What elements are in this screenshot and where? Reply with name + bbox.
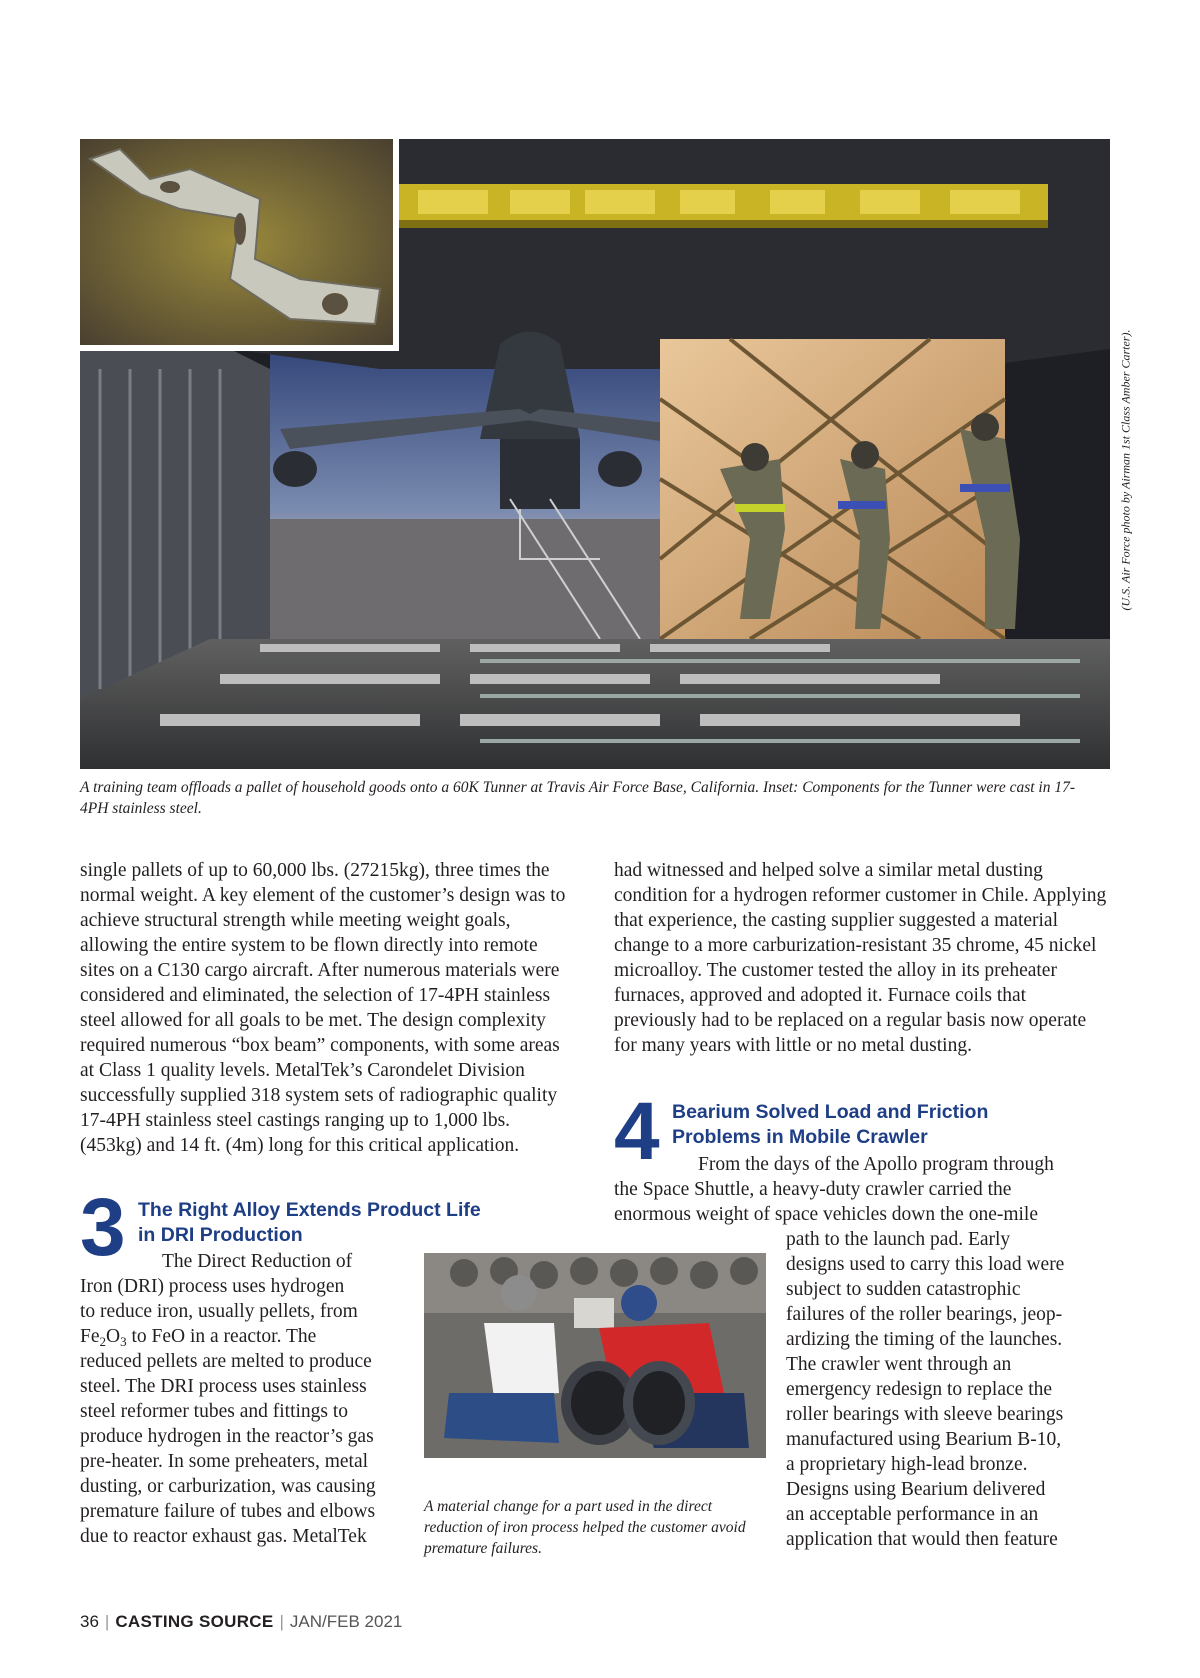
left-column	[80, 858, 576, 1158]
section-4-line-3: enormous weight of space vehicles down the one-mile	[614, 1204, 1039, 1225]
section-4-narrow-line: subject to sudden catastrophic	[786, 1279, 1021, 1300]
section-3-line-8: pre-heater. In some preheaters, metal	[80, 1451, 369, 1472]
section-4-heading-line2: Problems in Mobile Crawler	[672, 1126, 928, 1148]
section-4-heading	[672, 1100, 988, 1150]
section-4-narrow-line: The crawler went through an	[786, 1354, 1012, 1375]
section-3-formula-line: $Fe_2O_3$ to FeO in a reactor. The	[80, 1326, 317, 1349]
section-3-line-7: produce hydrogen in the reactor’s gas	[80, 1426, 374, 1447]
section-4-narrow-body	[786, 1227, 1106, 1552]
section-3-line-3: to reduce iron, usually pellets, from	[80, 1301, 358, 1322]
section-3-line-9: dusting, or carburization, was causing	[80, 1476, 376, 1497]
page-number: 36	[80, 1612, 99, 1631]
section-4-narrow-line: manufactured using Bearium B-10,	[786, 1429, 1062, 1450]
right-column	[614, 858, 1110, 1058]
section-4-narrow-line: Designs using Bearium delivered	[786, 1479, 1046, 1500]
pipes-photo-caption: A material change for a part used in the direct reduction of iron process helped the customer avoid premature failures.	[424, 1498, 746, 1557]
section-4-narrow-line: ardizing the timing of the launches.	[786, 1329, 1063, 1350]
photo-credit-text: (U.S. Air Force photo by Airman 1st Class Amber Carter).	[1118, 329, 1133, 611]
section-4-number: 4	[614, 1086, 660, 1177]
section-4-narrow-line: a proprietary high-lead bronze.	[786, 1454, 1028, 1475]
section-4-body	[614, 1152, 1114, 1227]
section-3-line-2: Iron (DRI) process uses hydrogen	[80, 1276, 345, 1297]
section-3-line-10: premature failure of tubes and elbows	[80, 1501, 376, 1522]
section-3-heading-line1: The Right Alloy Extends Product Life	[138, 1199, 481, 1221]
section-3-line-11: due to reactor exhaust gas. MetalTek	[80, 1526, 367, 1547]
section-4-narrow-line: an acceptable performance in an	[786, 1504, 1039, 1525]
inset-photo	[80, 139, 399, 351]
magazine-name: CASTING SOURCE	[115, 1612, 274, 1631]
section-3-heading-line2: in DRI Production	[138, 1224, 303, 1246]
right-column-body: had witnessed and helped solve a similar metal dusting condition for a hydrogen reformer customer in Chile. Applying that experience, the casting supplier suggested a material change to a more carburization-resistant 35 chrome, 45 nickel microalloy. The customer tested the alloy in its preheater furnaces, approved and adopted it. Furnace coils that previously had to be replaced on a regular basis now operate for many years with little or no metal dusting.	[614, 860, 1107, 1056]
section-4-narrow-line: designs used to carry this load were	[786, 1254, 1065, 1275]
section-3-line-5: steel. The DRI process uses stainless	[80, 1376, 367, 1397]
section-3-body	[80, 1249, 410, 1549]
section-4-line-2: the Space Shuttle, a heavy-duty crawler carried the	[614, 1179, 1012, 1200]
section-3-line-6: steel reformer tubes and fittings to	[80, 1401, 349, 1422]
section-4-line-1: From the days of the Apollo program through	[698, 1154, 1054, 1175]
section-3-heading	[138, 1198, 481, 1248]
footer-separator: |	[104, 1612, 110, 1631]
pipes-photo	[424, 1253, 766, 1458]
section-3-line-1: The Direct Reduction of	[162, 1251, 353, 1272]
main-photo-caption: A training team offloads a pallet of household goods onto a 60K Tunner at Travis Air Force Base, California. Inset: Components for the Tunner were cast in 17-4PH stainless steel.	[80, 779, 1076, 817]
section-4-narrow-line: path to the launch pad. Early	[786, 1229, 1011, 1250]
section-3-line-4: reduced pellets are melted to produce	[80, 1351, 372, 1372]
issue-date: JAN/FEB 2021	[289, 1612, 403, 1631]
section-4-narrow-line: failures of the roller bearings, jeop-	[786, 1304, 1063, 1325]
section-4-heading-line1: Bearium Solved Load and Friction	[672, 1101, 989, 1123]
section-3-number: 3	[80, 1182, 126, 1273]
section-4-narrow-line: emergency redesign to replace the	[786, 1379, 1053, 1400]
page-footer	[80, 1612, 402, 1632]
footer-separator: |	[279, 1612, 284, 1631]
section-4-narrow-line: roller bearings with sleeve bearings	[786, 1404, 1064, 1425]
left-column-body: single pallets of up to 60,000 lbs. (27215kg), three times the normal weight. A key element of the customer’s design was to achieve structural strength while meeting weight goals, allowing the entire system to be flown directly into remote sites on a C130 cargo aircraft. After numerous materials were considered and eliminated, the selection of 17-4PH stainless steel allowed for all goals to be met. The design complexity required numerous “box beam” components, with some areas at Class 1 quality levels. MetalTek’s Carondelet Division successfully supplied 318 system sets of radiographic quality 17-4PH stainless steel castings ranging up to 1,000 lbs. (453kg) and 14 ft. (4m) long for this critical application.	[80, 860, 566, 1156]
section-4-narrow-line: application that would then feature	[786, 1529, 1058, 1550]
